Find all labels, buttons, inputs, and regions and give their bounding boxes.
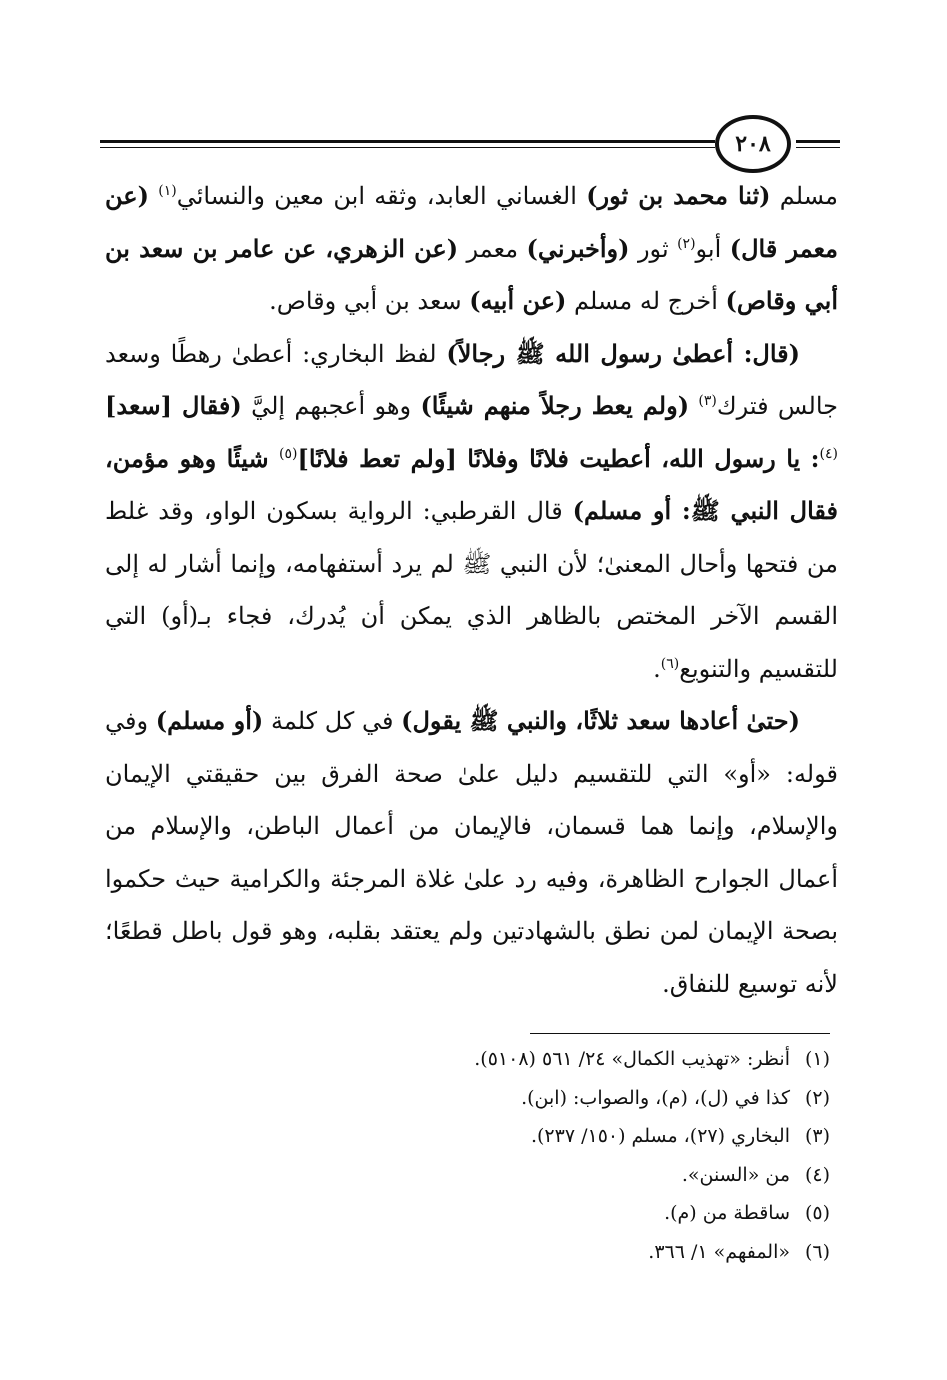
quoted-text: (قال: أعطىٰ رسول الله ﷺ رجالاً) bbox=[446, 338, 801, 368]
footnote-number: (١) bbox=[804, 1048, 830, 1070]
header-rule-thin bbox=[100, 147, 715, 148]
quoted-text: (عن أبيه) bbox=[469, 286, 567, 315]
commentary-text: أخرج له مسلم bbox=[566, 287, 726, 315]
quoted-text: (حتىٰ أعادها سعد ثلاثًا، والنبي ﷺ يقول) bbox=[401, 706, 800, 735]
footnote-ref: (٥) bbox=[279, 445, 298, 462]
footnote-text: من «السنن». bbox=[681, 1163, 790, 1186]
footnote-item bbox=[300, 1194, 830, 1233]
header-rule-right-thin bbox=[796, 147, 840, 148]
commentary-text: أبو bbox=[695, 234, 730, 263]
paragraph bbox=[105, 695, 838, 1010]
footnote-number: (٣) bbox=[804, 1125, 830, 1147]
commentary-text: في كل كلمة bbox=[263, 707, 402, 735]
footnote-item bbox=[300, 1079, 830, 1118]
quoted-text: (وأخبرني) bbox=[526, 233, 630, 263]
commentary-text: معمر bbox=[458, 234, 527, 263]
paragraph bbox=[105, 328, 838, 696]
quoted-text: (عن معمر قال) bbox=[105, 181, 839, 263]
footnote-item bbox=[300, 1233, 830, 1272]
footnote-text: البخاري (٢٧)، مسلم (١٥٠/ ٢٣٧). bbox=[530, 1125, 790, 1147]
footnote-item bbox=[300, 1117, 830, 1156]
commentary-text: قال القرطبي: الرواية بسكون الواو، وقد غلط من فتحها وأحال المعنىٰ؛ لأن النبي ﷺ لم يرد أستفهامه، وإنما أشار له إلى القسم الآخر المختص بالظاهر الذي يمكن أن يُدرك، فجاء بـ(أو) التي للتقسيم والتنويع bbox=[105, 497, 838, 683]
header-rule bbox=[100, 140, 715, 143]
footnote-text: «المفهم» ١/ ٣٦٦. bbox=[648, 1240, 790, 1263]
quoted-text: (أو مسلم) bbox=[155, 706, 264, 735]
commentary-text: سعد بن أبي وقاص. bbox=[269, 287, 470, 315]
commentary-text: وفي قوله: «أو» التي للتقسيم دليل علىٰ صحة الفرق بين حقيقتي الإيمان والإسلام، وإنما هما قسمان، فالإيمان من أعمال الباطن، والإسلام من أعمال الجوارح الظاهرة، وفيه رد علىٰ غلاة المرجئة والكرامية حيث حكموا بصحة الإيمان لمن نطق بالشهادتين ولم يعتقد بقلبه، وهو قول باطل قطعًا؛ لأنه توسيع للنفاق. bbox=[105, 707, 839, 998]
footnote-number: (٥) bbox=[804, 1202, 830, 1224]
footnote-text: أنظر: «تهذيب الكمال» ٢٤/ ٥٦١ (٥١٠٨). bbox=[474, 1048, 790, 1070]
footnote-item bbox=[300, 1040, 830, 1079]
page-number: ٢٠٨ bbox=[715, 115, 791, 173]
header-rule-right bbox=[796, 140, 840, 143]
footnote-item bbox=[300, 1156, 830, 1195]
footnote-ref: (٦) bbox=[660, 655, 680, 672]
footnote-ref: (٤) bbox=[819, 445, 838, 462]
commentary-text bbox=[149, 182, 158, 210]
quoted-text: (ثنا محمد بن ثور) bbox=[586, 181, 771, 210]
commentary-text: الغساني العابد، وثقه ابن معين والنسائي bbox=[176, 182, 587, 210]
quoted-text: (ولم يعط رجلاً منهم شيئًا) bbox=[420, 391, 690, 420]
footnotes bbox=[300, 1040, 830, 1271]
footnote-text: كذا في (ل)، (م)، والصواب: (ابن). bbox=[521, 1086, 790, 1109]
footnote-number: (٤) bbox=[804, 1163, 830, 1186]
quoted-text: : يا رسول الله، أعطيت فلانًا وفلانًا [ولم تعط فلانًا] bbox=[297, 443, 820, 473]
footnote-separator bbox=[530, 1033, 830, 1034]
footnote-ref: (١) bbox=[158, 183, 177, 199]
paragraph bbox=[105, 170, 838, 328]
footnote-text: ساقطة من (م). bbox=[664, 1202, 790, 1224]
main-text bbox=[105, 170, 838, 1010]
footnote-ref: (٣) bbox=[698, 393, 717, 409]
footnote-number: (٦) bbox=[804, 1240, 830, 1263]
footnote-ref: (٢) bbox=[677, 235, 696, 252]
commentary-text: . bbox=[653, 654, 661, 683]
footnote-number: (٢) bbox=[804, 1086, 830, 1109]
commentary-text bbox=[689, 392, 698, 420]
quoted-text: شيئًا وهو مؤمن، فقال النبي ﷺ: أو مسلم) bbox=[105, 443, 838, 525]
quoted-text: (عن الزهري، عن عامر بن سعد بن أبي وقاص) bbox=[105, 233, 838, 315]
quoted-text: (فقال [سعد] bbox=[105, 391, 242, 420]
commentary-text: ثور bbox=[629, 234, 678, 263]
commentary-text: مسلم bbox=[770, 182, 838, 210]
commentary-text: لفظ البخاري: أعطىٰ رهطًا وسعد جالس فترك bbox=[105, 339, 838, 420]
commentary-text: وهو أعجبهم إليَّ bbox=[241, 392, 421, 420]
